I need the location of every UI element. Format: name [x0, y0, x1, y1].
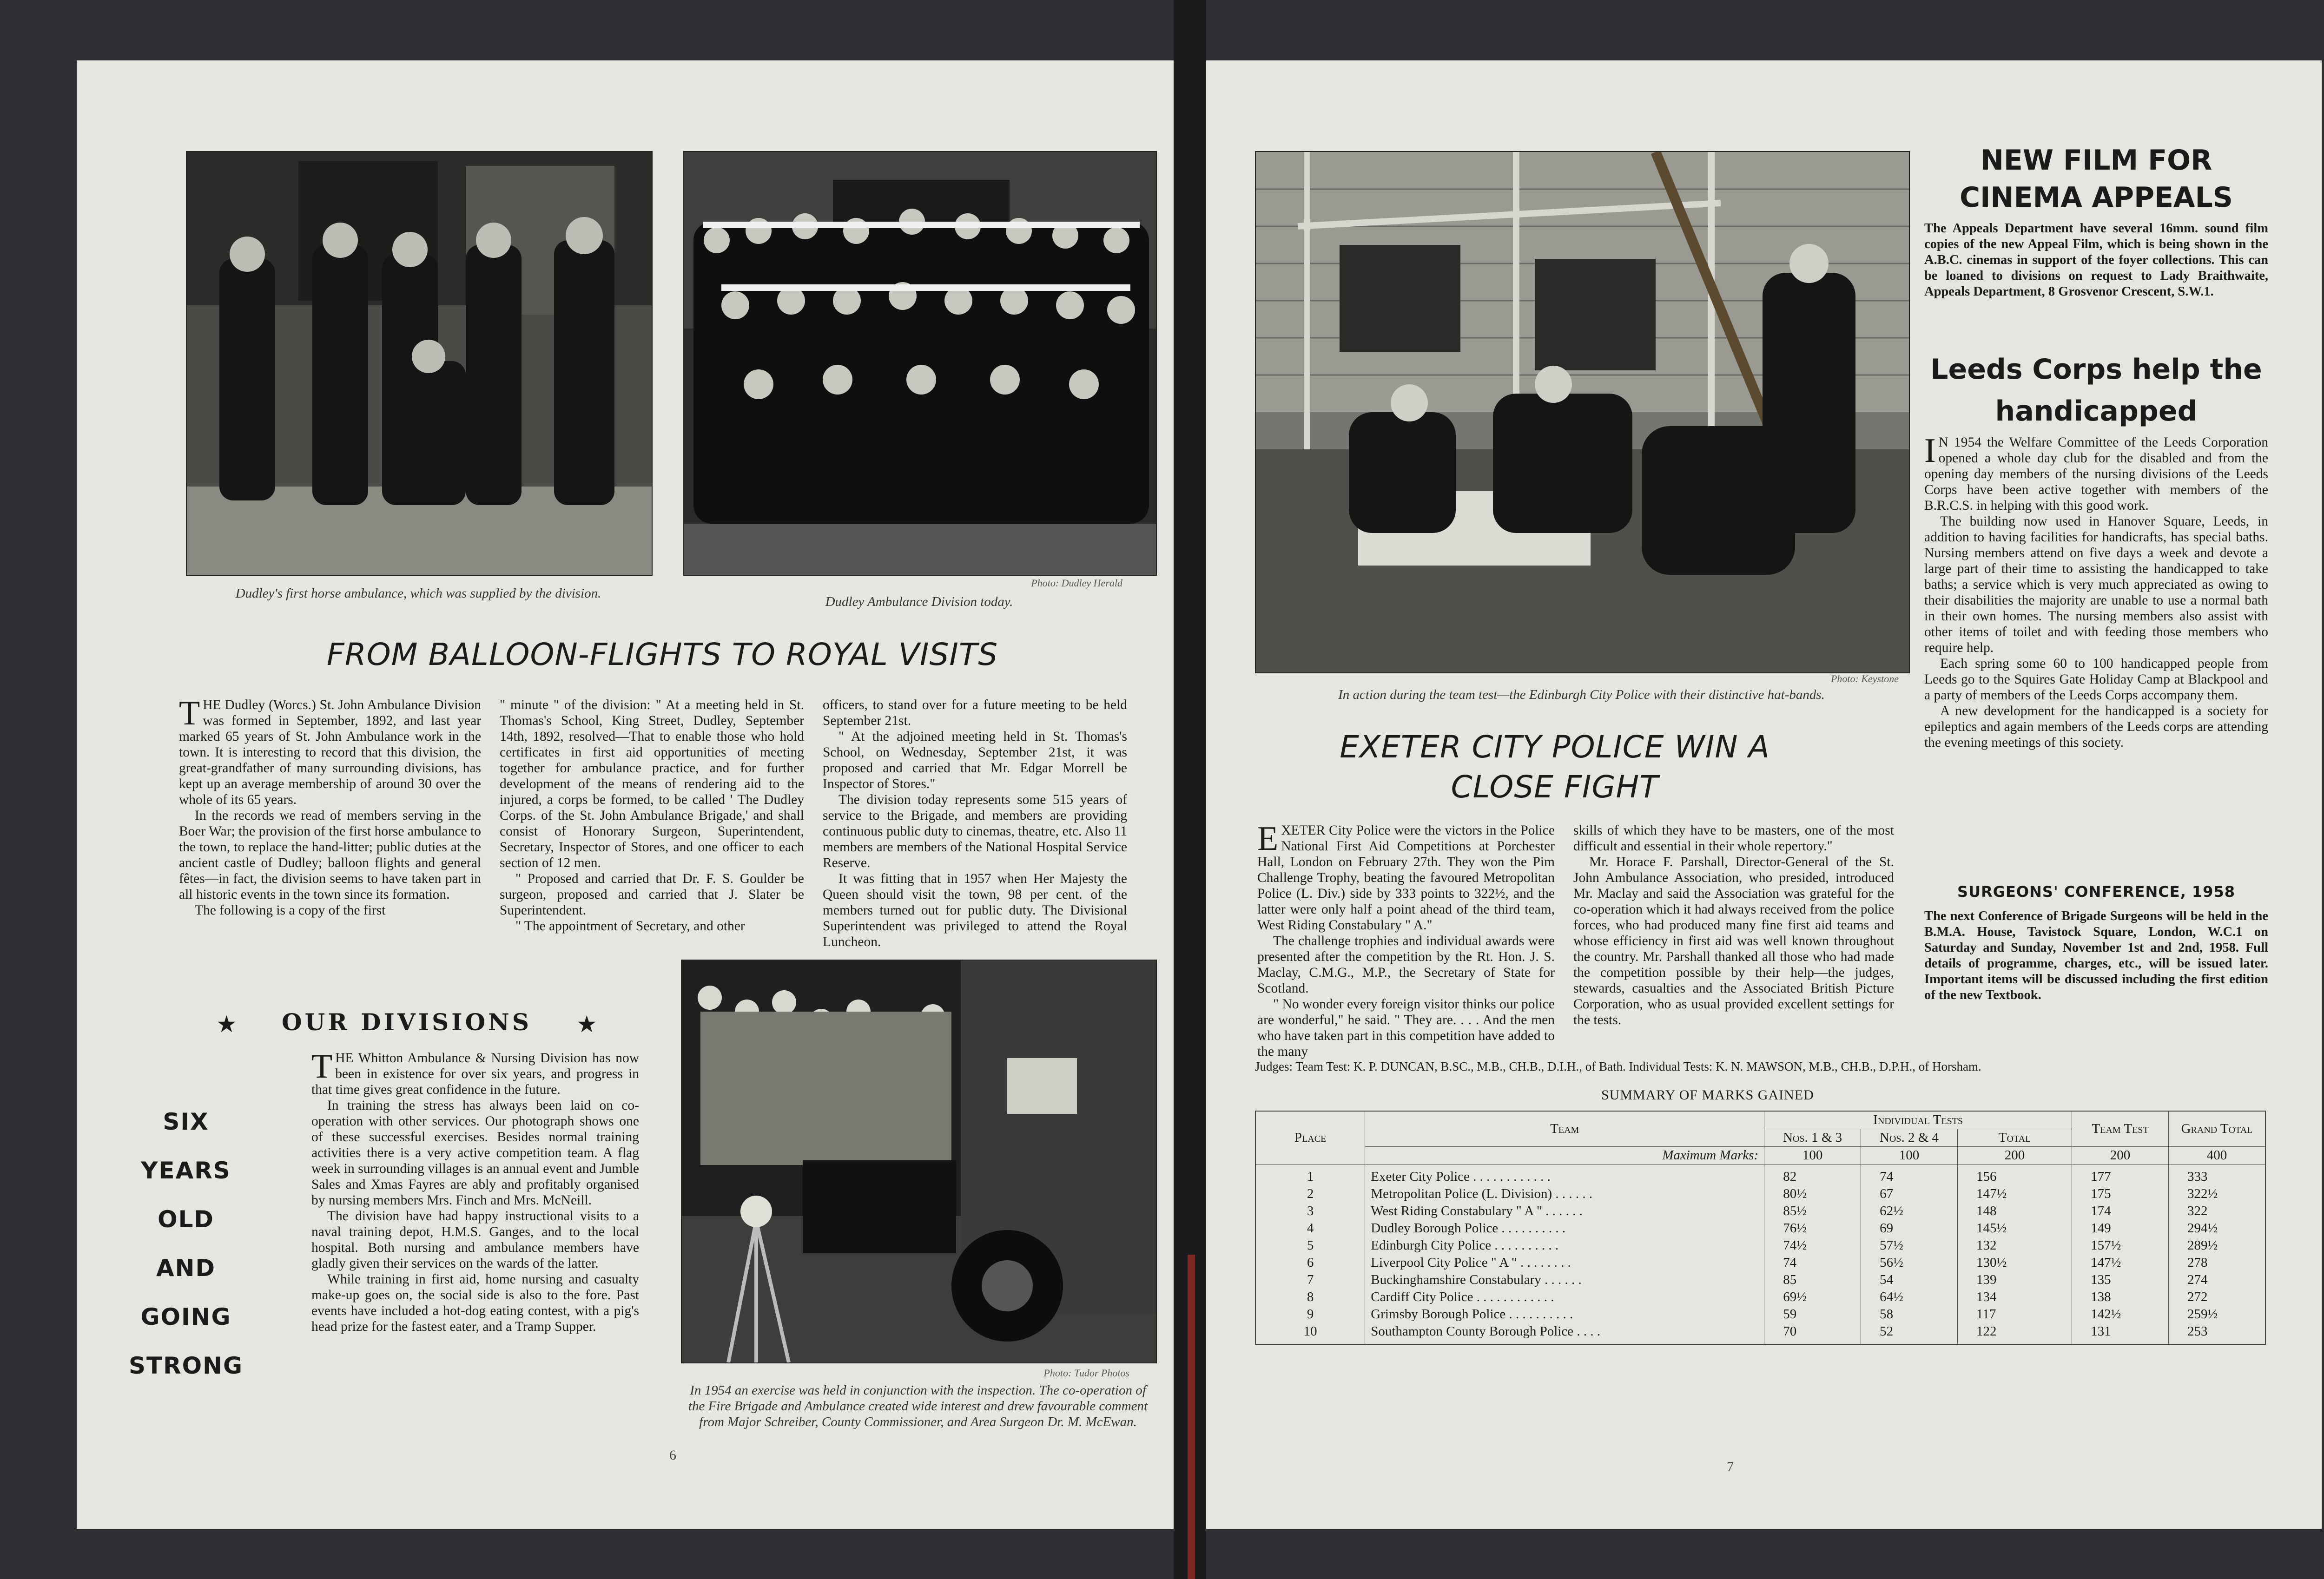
police-team-test-photo — [1255, 151, 1910, 673]
spine-binding — [1188, 1255, 1195, 1579]
article-column-2 — [500, 697, 804, 934]
side-word: OLD — [158, 1206, 214, 1233]
score-cell: 131 — [2072, 1323, 2169, 1344]
paragraph: The Appeals Department have several 16mm. sound film copies of the new Appeal Film, which is being shown in the A.B.C. cinemas in support of the foyer collections. This can be loaned to divisions on request to Lady Braithwaite, Appeals Department, 8 Grosvenor Crescent, S.W.1. — [1924, 221, 2268, 299]
page-number: 6 — [669, 1447, 676, 1463]
photo-caption: Dudley's first horse ambulance, which was supplied by the division. — [235, 586, 601, 601]
marks-table — [1255, 1111, 2266, 1345]
score-cell: 142½ — [2072, 1306, 2169, 1323]
paragraph: It was fitting that in 1957 when Her Majesty the Queen should visit the town, 98 per cent. of the members turned out for public duty. The Divisional Superintendent was privileged to attend the Royal Luncheon. — [823, 871, 1127, 949]
score-cell: 289½ — [2168, 1237, 2265, 1254]
team-cell: Buckinghamshire Constabulary . . . . . . — [1365, 1271, 1764, 1289]
score-cell: 85½ — [1764, 1203, 1861, 1220]
place-cell: 3 — [1255, 1203, 1365, 1220]
score-cell: 253 — [2168, 1323, 2265, 1344]
score-cell: 259½ — [2168, 1306, 2265, 1323]
column-header: Team Test — [2072, 1111, 2169, 1147]
photo-credit: Photo: Tudor Photos — [1043, 1367, 1129, 1379]
side-word: GOING — [140, 1303, 231, 1330]
place-cell: 10 — [1255, 1323, 1365, 1344]
side-word: SIX — [163, 1108, 209, 1135]
score-cell: 59 — [1764, 1306, 1861, 1323]
paragraph: N 1954 the Welfare Committee of the Leeds Corporation opened a whole day club for the disabled and from the opening day members of the nursing divisions of the Leeds Corps have been active together with members of the B.R.C.S. in helping with this good work. — [1924, 435, 2268, 513]
surgeons-text — [1924, 908, 2268, 1003]
max-marks-label: Maximum Marks: — [1365, 1147, 1764, 1165]
score-cell: 74 — [1861, 1165, 1958, 1186]
team-cell: Edinburgh City Police . . . . . . . . . . — [1365, 1237, 1764, 1254]
exercise-photo — [681, 960, 1157, 1363]
score-cell: 175 — [2072, 1185, 2169, 1203]
score-cell: 322½ — [2168, 1185, 2265, 1203]
table-row — [1255, 1220, 2265, 1237]
score-cell: 80½ — [1764, 1185, 1861, 1203]
paragraph: The challenge trophies and individual awards were presented after the competition by the Rt. Hon. J. S. Maclay, C.M.G., M.P., the Secretary of State for Scotland. — [1257, 934, 1555, 996]
place-cell: 7 — [1255, 1271, 1365, 1289]
paragraph: officers, to stand over for a future meeting to be held September 21st. — [823, 697, 1127, 728]
score-cell: 57½ — [1861, 1237, 1958, 1254]
score-cell: 139 — [1957, 1271, 2072, 1289]
paragraph: The division today represents some 515 years of service to the Brigade, and members are providing continuous public duty to cinemas, theatre, etc. Also 11 members are members of the National Hospital Service Reserve. — [823, 792, 1127, 870]
photo-credit: Photo: Dudley Herald — [1031, 577, 1122, 589]
score-cell: 145½ — [1957, 1220, 2072, 1237]
team-cell: Exeter City Police . . . . . . . . . . . . — [1365, 1165, 1764, 1186]
team-cell: Liverpool City Police " A " . . . . . . . . — [1365, 1254, 1764, 1271]
page-number: 7 — [1727, 1459, 1734, 1474]
score-cell: 147½ — [2072, 1254, 2169, 1271]
score-cell: 294½ — [2168, 1220, 2265, 1237]
paragraph: HE Dudley (Worcs.) St. John Ambulance Division was formed in September, 1892, and last year marked 65 years of St. John Ambulance work in the town. It is interesting to record that this division, the great-grandfather of many surrounding divisions, has kept up an average membership of around 30 over the whole of its 65 years. — [179, 697, 481, 807]
left-page — [77, 60, 1174, 1529]
max-mark: 200 — [1957, 1147, 2072, 1165]
score-cell: 177 — [2072, 1165, 2169, 1186]
paragraph: HE Whitton Ambulance & Nursing Division has now been in existence for over six years, and progress in that time gives great confidence in the future. — [311, 1051, 639, 1097]
column-header: Team — [1365, 1111, 1764, 1147]
score-cell: 272 — [2168, 1289, 2265, 1306]
table-row — [1255, 1237, 2265, 1254]
drop-cap: T — [179, 694, 200, 732]
score-cell: 130½ — [1957, 1254, 2072, 1271]
score-cell: 82 — [1764, 1165, 1861, 1186]
article-headline: FROM BALLOON-FLIGHTS TO ROYAL VISITS — [326, 637, 998, 672]
place-cell: 1 — [1255, 1165, 1365, 1186]
side-word: YEARS — [141, 1157, 231, 1184]
film-headline: NEW FILM FOR CINEMA APPEALS — [1960, 144, 2233, 214]
score-cell: 76½ — [1764, 1220, 1861, 1237]
article-column-1 — [179, 694, 482, 918]
article-column-2 — [1573, 822, 1894, 1028]
column-header: Nos. 1 & 3 — [1764, 1129, 1861, 1147]
score-cell: 58 — [1861, 1306, 1958, 1323]
score-cell: 174 — [2072, 1203, 2169, 1220]
article-column-1 — [1257, 822, 1555, 1059]
paragraph: While training in first aid, home nursing and casualty make-up goes on, the social side is also to the fore. Past events have included a hot-dog eating contest, with a pig's head prize for the fastest eater, and a Tramp Supper. — [311, 1272, 639, 1334]
summary-title: SUMMARY OF MARKS GAINED — [1601, 1087, 1814, 1103]
score-cell: 69 — [1861, 1220, 1958, 1237]
paragraph: Each spring some 60 to 100 handicapped people from Leeds go to the Squires Gate Holiday Camp at Blackpool and a party of members of the Leeds Corps accompany them. — [1924, 656, 2268, 703]
paragraph: " minute " of the division: " At a meeting held in St. Thomas's School, King Street, Dudley, September 14th, 1892, resolved—That to enable those who hold certificates in first aid opportunities of meeting together for ambulance practice, and for further development of the means of rendering aid to the injured, a corps be formed, to be called ' The Dudley Corps. of the St. John Ambulance Brigade,' and shall consist of Honorary Surgeon, Superintendent, Secretary, Inspector of Stores, and one officer to each section of 12 men. — [500, 697, 804, 870]
drop-cap: E — [1257, 820, 1279, 858]
place-cell: 4 — [1255, 1220, 1365, 1237]
photo-credit: Photo: Keystone — [1830, 673, 1899, 684]
divisions-text — [311, 1047, 639, 1335]
table-row — [1255, 1185, 2265, 1203]
place-cell: 6 — [1255, 1254, 1365, 1271]
table-row — [1255, 1271, 2265, 1289]
paragraph: In training the stress has always been laid on co-operation with other services. Our photograph shows one of these successful exercises. Besides normal training activities there is a very active competition team. A flag week in surrounding villages is an annual event and Jumble Sales and Xmas Fayres are ably and profitably organised by nursing members Mrs. Finch and Mrs. McNeill. — [311, 1098, 639, 1208]
team-cell: Metropolitan Police (L. Division) . . . . . . — [1365, 1185, 1764, 1203]
score-cell: 67 — [1861, 1185, 1958, 1203]
score-cell: 333 — [2168, 1165, 2265, 1186]
place-cell: 9 — [1255, 1306, 1365, 1323]
table-row — [1255, 1289, 2265, 1306]
score-cell: 156 — [1957, 1165, 2072, 1186]
max-mark: 400 — [2168, 1147, 2265, 1165]
score-cell: 322 — [2168, 1203, 2265, 1220]
score-cell: 157½ — [2072, 1237, 2169, 1254]
column-header: Grand Total — [2168, 1111, 2265, 1147]
max-mark: 100 — [1764, 1147, 1861, 1165]
score-cell: 54 — [1861, 1271, 1958, 1289]
horse-ambulance-photo — [186, 151, 653, 576]
paragraph: In the records we read of members serving in the Boer War; the provision of the first horse ambulance to the town, to replace the hand-litter; public duties at the ancient castle of Dudley; balloon flights and general fêtes—in fact, the division seems to have taken part in all historic events in the town since its formation. — [179, 808, 482, 902]
leeds-text — [1924, 434, 2268, 750]
side-word: AND — [156, 1255, 216, 1282]
score-cell: 64½ — [1861, 1289, 1958, 1306]
max-mark: 100 — [1861, 1147, 1958, 1165]
photo-caption: Dudley Ambulance Division today. — [825, 594, 1013, 609]
max-mark: 200 — [2072, 1147, 2169, 1165]
column-header: Individual Tests — [1764, 1111, 2072, 1129]
score-cell: 148 — [1957, 1203, 2072, 1220]
score-cell: 85 — [1764, 1271, 1861, 1289]
place-cell: 2 — [1255, 1185, 1365, 1203]
team-cell: Cardiff City Police . . . . . . . . . . . . — [1365, 1289, 1764, 1306]
score-cell: 117 — [1957, 1306, 2072, 1323]
score-cell: 149 — [2072, 1220, 2169, 1237]
table-row — [1255, 1306, 2265, 1323]
score-cell: 134 — [1957, 1289, 2072, 1306]
score-cell: 274 — [2168, 1271, 2265, 1289]
column-header: Nos. 2 & 4 — [1861, 1129, 1958, 1147]
column-header: Total — [1957, 1129, 2072, 1147]
paragraph: " The appointment of Secretary, and other — [515, 919, 745, 934]
table-row — [1255, 1203, 2265, 1220]
score-cell: 70 — [1764, 1323, 1861, 1344]
paragraph: A new development for the handicapped is a society for epileptics and again members of the Leeds corps are attending the evening meetings of this society. — [1924, 704, 2268, 750]
paragraph: The following is a copy of the first — [195, 903, 386, 918]
score-cell: 74 — [1764, 1254, 1861, 1271]
paragraph: The building now used in Hanover Square, Leeds, in addition to having facilities for handicrafts, has special baths. Nursing members attend on five days a week and devote a large part of their time to assisting the handicapped to take baths; a service which is very much appreciated as owing to their disabilities the majority are unable to use a normal bath in their own homes. The nursing members also assist with other items of toilet and with feeding those members who require help. — [1924, 514, 2268, 655]
side-word: STRONG — [128, 1352, 243, 1379]
score-cell: 135 — [2072, 1271, 2169, 1289]
score-cell: 147½ — [1957, 1185, 2072, 1203]
place-cell: 5 — [1255, 1237, 1365, 1254]
drop-cap: T — [311, 1047, 333, 1086]
article-headline: EXETER CITY POLICE WIN A CLOSE FIGHT — [1340, 729, 1770, 805]
paragraph: skills of which they have to be masters, one of the most difficult and essential in their whole repertory." — [1573, 823, 1894, 854]
score-cell: 122 — [1957, 1323, 2072, 1344]
star-icon: ★ — [216, 1011, 237, 1037]
score-cell: 52 — [1861, 1323, 1958, 1344]
paragraph: The next Conference of Brigade Surgeons will be held in the B.M.A. House, Tavistock Square, London, W.C.1 on Saturday and Sunday, November 1st and 2nd, 1958. Full details of programme, charges, etc., will be issued later. Important items will be discussed including the first edition of the new Textbook. — [1924, 909, 2268, 1002]
paragraph: " No wonder every foreign visitor thinks our police are wonderful," he said. " They are. . . . And the men who have taken part in this competition have added to the many — [1257, 997, 1555, 1059]
score-cell: 56½ — [1861, 1254, 1958, 1271]
judges-line: Judges: Team Test: K. P. DUNCAN, B.SC., M.B., CH.B., D.I.H., of Bath. Individual Tests: K. N. MAWSON, M.B., CH.B., D.P.H., of Horsham. — [1255, 1059, 1981, 1073]
paragraph: " Proposed and carried that Dr. F. S. Goulder be surgeon, proposed and carried that J. Slater be Superintendent. — [500, 871, 804, 918]
table-row — [1255, 1254, 2265, 1271]
marks-table-body — [1255, 1165, 2265, 1345]
paragraph: " At the adjoined meeting held in St. Thomas's School, on Wednesday, September 21st, it was proposed and carried that Mr. Edgar Morrell be Inspector of Stores." — [823, 729, 1127, 791]
paragraph: Mr. Horace F. Parshall, Director-General of the St. John Ambulance Association, who presided, introduced Mr. Maclay and said the Association was grateful for the co-operation which it had always received from the police forces, who had produced many fine first aid teams and whose efficiency in first aid was well known throughout the country. Mr. Parshall thanked all those who had made the competition possible by their help—the judges, stewards, casualties and the Associated British Picture Corporation, who as usual provided excellent settings for the tests. — [1573, 855, 1894, 1027]
paragraph: XETER City Police were the victors in the Police National First Aid Competitions at Porchester Hall, London on February 27th. They won the Pim Challenge Trophy, beating the favoured Metropolitan Police (L. Div.) side by 333 points to 322½, and the latter were only half a point ahead of the third team, West Riding Constabulary " A." — [1257, 823, 1555, 933]
surgeons-headline: SURGEONS' CONFERENCE, 1958 — [1957, 883, 2235, 901]
article-column-3 — [823, 697, 1127, 950]
score-cell: 62½ — [1861, 1203, 1958, 1220]
team-cell: Grimsby Borough Police . . . . . . . . . . — [1365, 1306, 1764, 1323]
division-group-photo — [683, 151, 1157, 576]
team-cell: Southampton County Borough Police . . . . — [1365, 1323, 1764, 1344]
film-text — [1924, 221, 2268, 300]
column-header: Place — [1255, 1111, 1365, 1165]
score-cell: 138 — [2072, 1289, 2169, 1306]
paragraph: The division have had happy instructional visits to a naval training depot, H.M.S. Ganges, and to the local hospital. Both nursing and ambulance members have gladly given their services on the wards of the latter. — [311, 1209, 639, 1271]
leeds-headline: Leeds Corps help the handicapped — [1930, 353, 2262, 428]
drop-cap: I — [1924, 432, 1936, 470]
score-cell: 74½ — [1764, 1237, 1861, 1254]
star-icon: ★ — [576, 1011, 597, 1037]
section-title: OUR DIVISIONS — [282, 1008, 532, 1036]
team-cell: Dudley Borough Police . . . . . . . . . . — [1365, 1220, 1764, 1237]
score-cell: 132 — [1957, 1237, 2072, 1254]
table-row — [1255, 1165, 2265, 1186]
photo-caption: In 1954 an exercise was held in conjunction with the inspection. The co-operation of the Fire Brigade and Ambulance created wide interest and drew favourable comment from Major Schreiber, County Commissioner, and Area Surgeon Dr. M. McEwan. — [688, 1383, 1148, 1429]
table-row — [1255, 1323, 2265, 1344]
photo-caption: In action during the team test—the Edinburgh City Police with their distinctive hat-bands. — [1338, 687, 1825, 702]
place-cell: 8 — [1255, 1289, 1365, 1306]
team-cell: West Riding Constabulary " A " . . . . . . — [1365, 1203, 1764, 1220]
right-page — [1206, 60, 2322, 1529]
score-cell: 69½ — [1764, 1289, 1861, 1306]
score-cell: 278 — [2168, 1254, 2265, 1271]
